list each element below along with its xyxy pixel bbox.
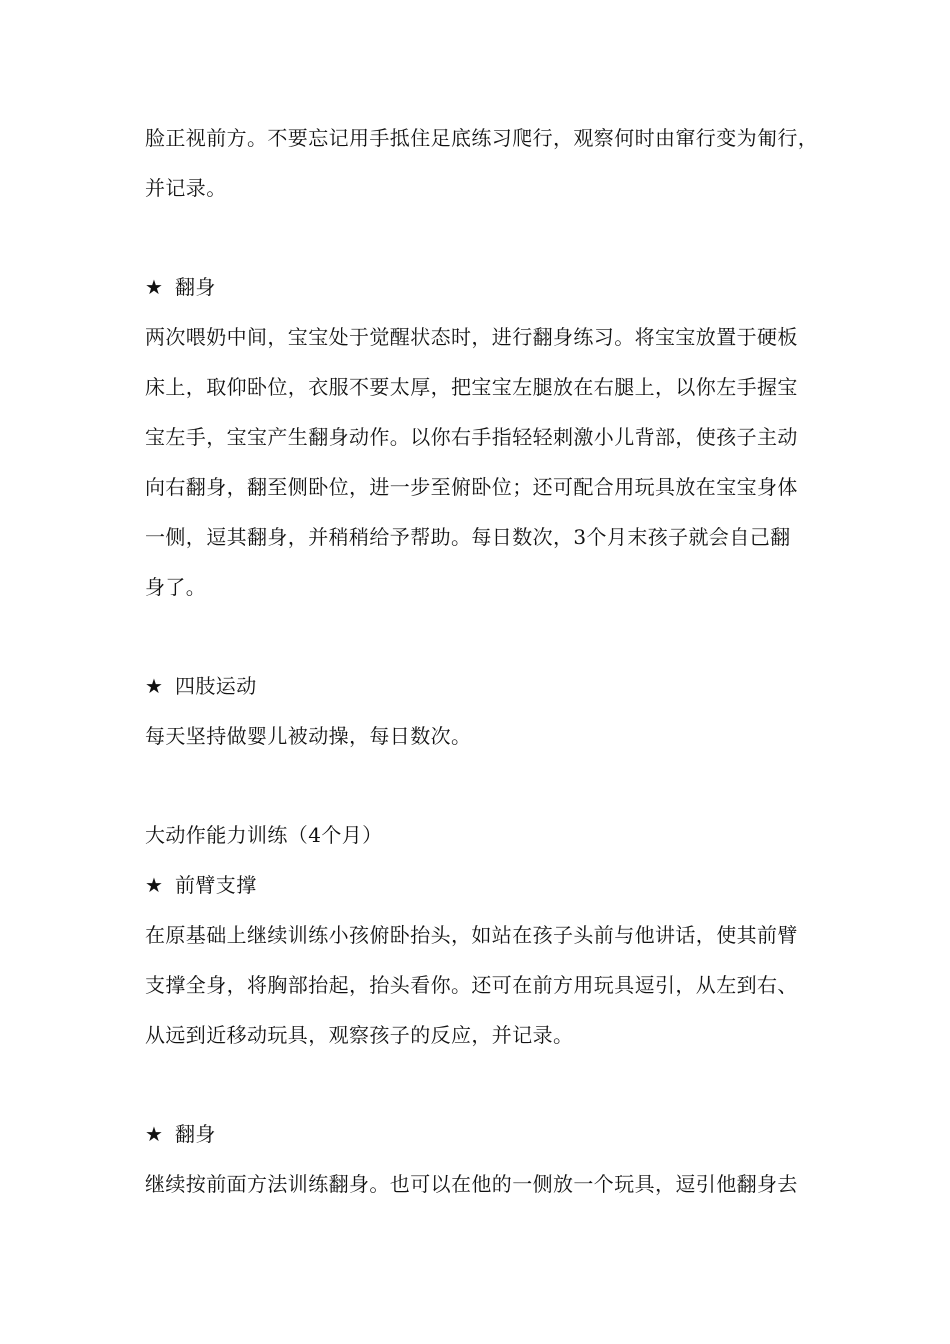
subsection-title: 大动作能力训练（4个月） [145, 823, 383, 847]
paragraph-line: 并记录。 [145, 176, 227, 200]
paragraph-line: 继续按前面方法训练翻身。也可以在他的一侧放一个玩具，逗引他翻身去 [145, 1172, 798, 1196]
paragraph-line: 床上，取仰卧位，衣服不要太厚，把宝宝左腿放在右腿上，以你左手握宝 [145, 375, 798, 399]
paragraph-line: 每天坚持做婴儿被动操，每日数次。 [145, 724, 472, 748]
heading-text: 翻身 [175, 275, 216, 299]
paragraph-line: 在原基础上继续训练小孩俯卧抬头，如站在孩子头前与他讲话，使其前臂 [145, 923, 798, 947]
section-heading [145, 273, 216, 301]
star-bullet-icon: ★ [145, 674, 164, 698]
paragraph-line: 身了。 [145, 575, 207, 599]
section-heading [145, 871, 257, 899]
paragraph-line: 一侧，逗其翻身，并稍稍给予帮助。每日数次，3个月末孩子就会自己翻 [145, 525, 791, 549]
heading-text: 四肢运动 [175, 674, 257, 698]
paragraph-line: 从远到近移动玩具，观察孩子的反应，并记录。 [145, 1023, 574, 1047]
section-heading [145, 672, 257, 700]
heading-text: 翻身 [175, 1122, 216, 1146]
star-bullet-icon: ★ [145, 1122, 164, 1146]
heading-text: 前臂支撑 [175, 873, 257, 897]
section-heading [145, 1120, 216, 1148]
paragraph-line: 脸正视前方。不要忘记用手抵住足底练习爬行，观察何时由窜行变为匍行， [145, 126, 819, 150]
paragraph-line: 宝左手，宝宝产生翻身动作。以你右手指轻轻刺激小儿背部，使孩子主动 [145, 425, 798, 449]
paragraph-line: 两次喂奶中间，宝宝处于觉醒状态时，进行翻身练习。将宝宝放置于硬板 [145, 325, 798, 349]
paragraph-line: 向右翻身，翻至侧卧位，进一步至俯卧位；还可配合用玩具放在宝宝身体 [145, 475, 798, 499]
star-bullet-icon: ★ [145, 873, 164, 897]
star-bullet-icon: ★ [145, 275, 164, 299]
paragraph-line: 支撑全身，将胸部抬起，抬头看你。还可在前方用玩具逗引，从左到右、 [145, 973, 798, 997]
